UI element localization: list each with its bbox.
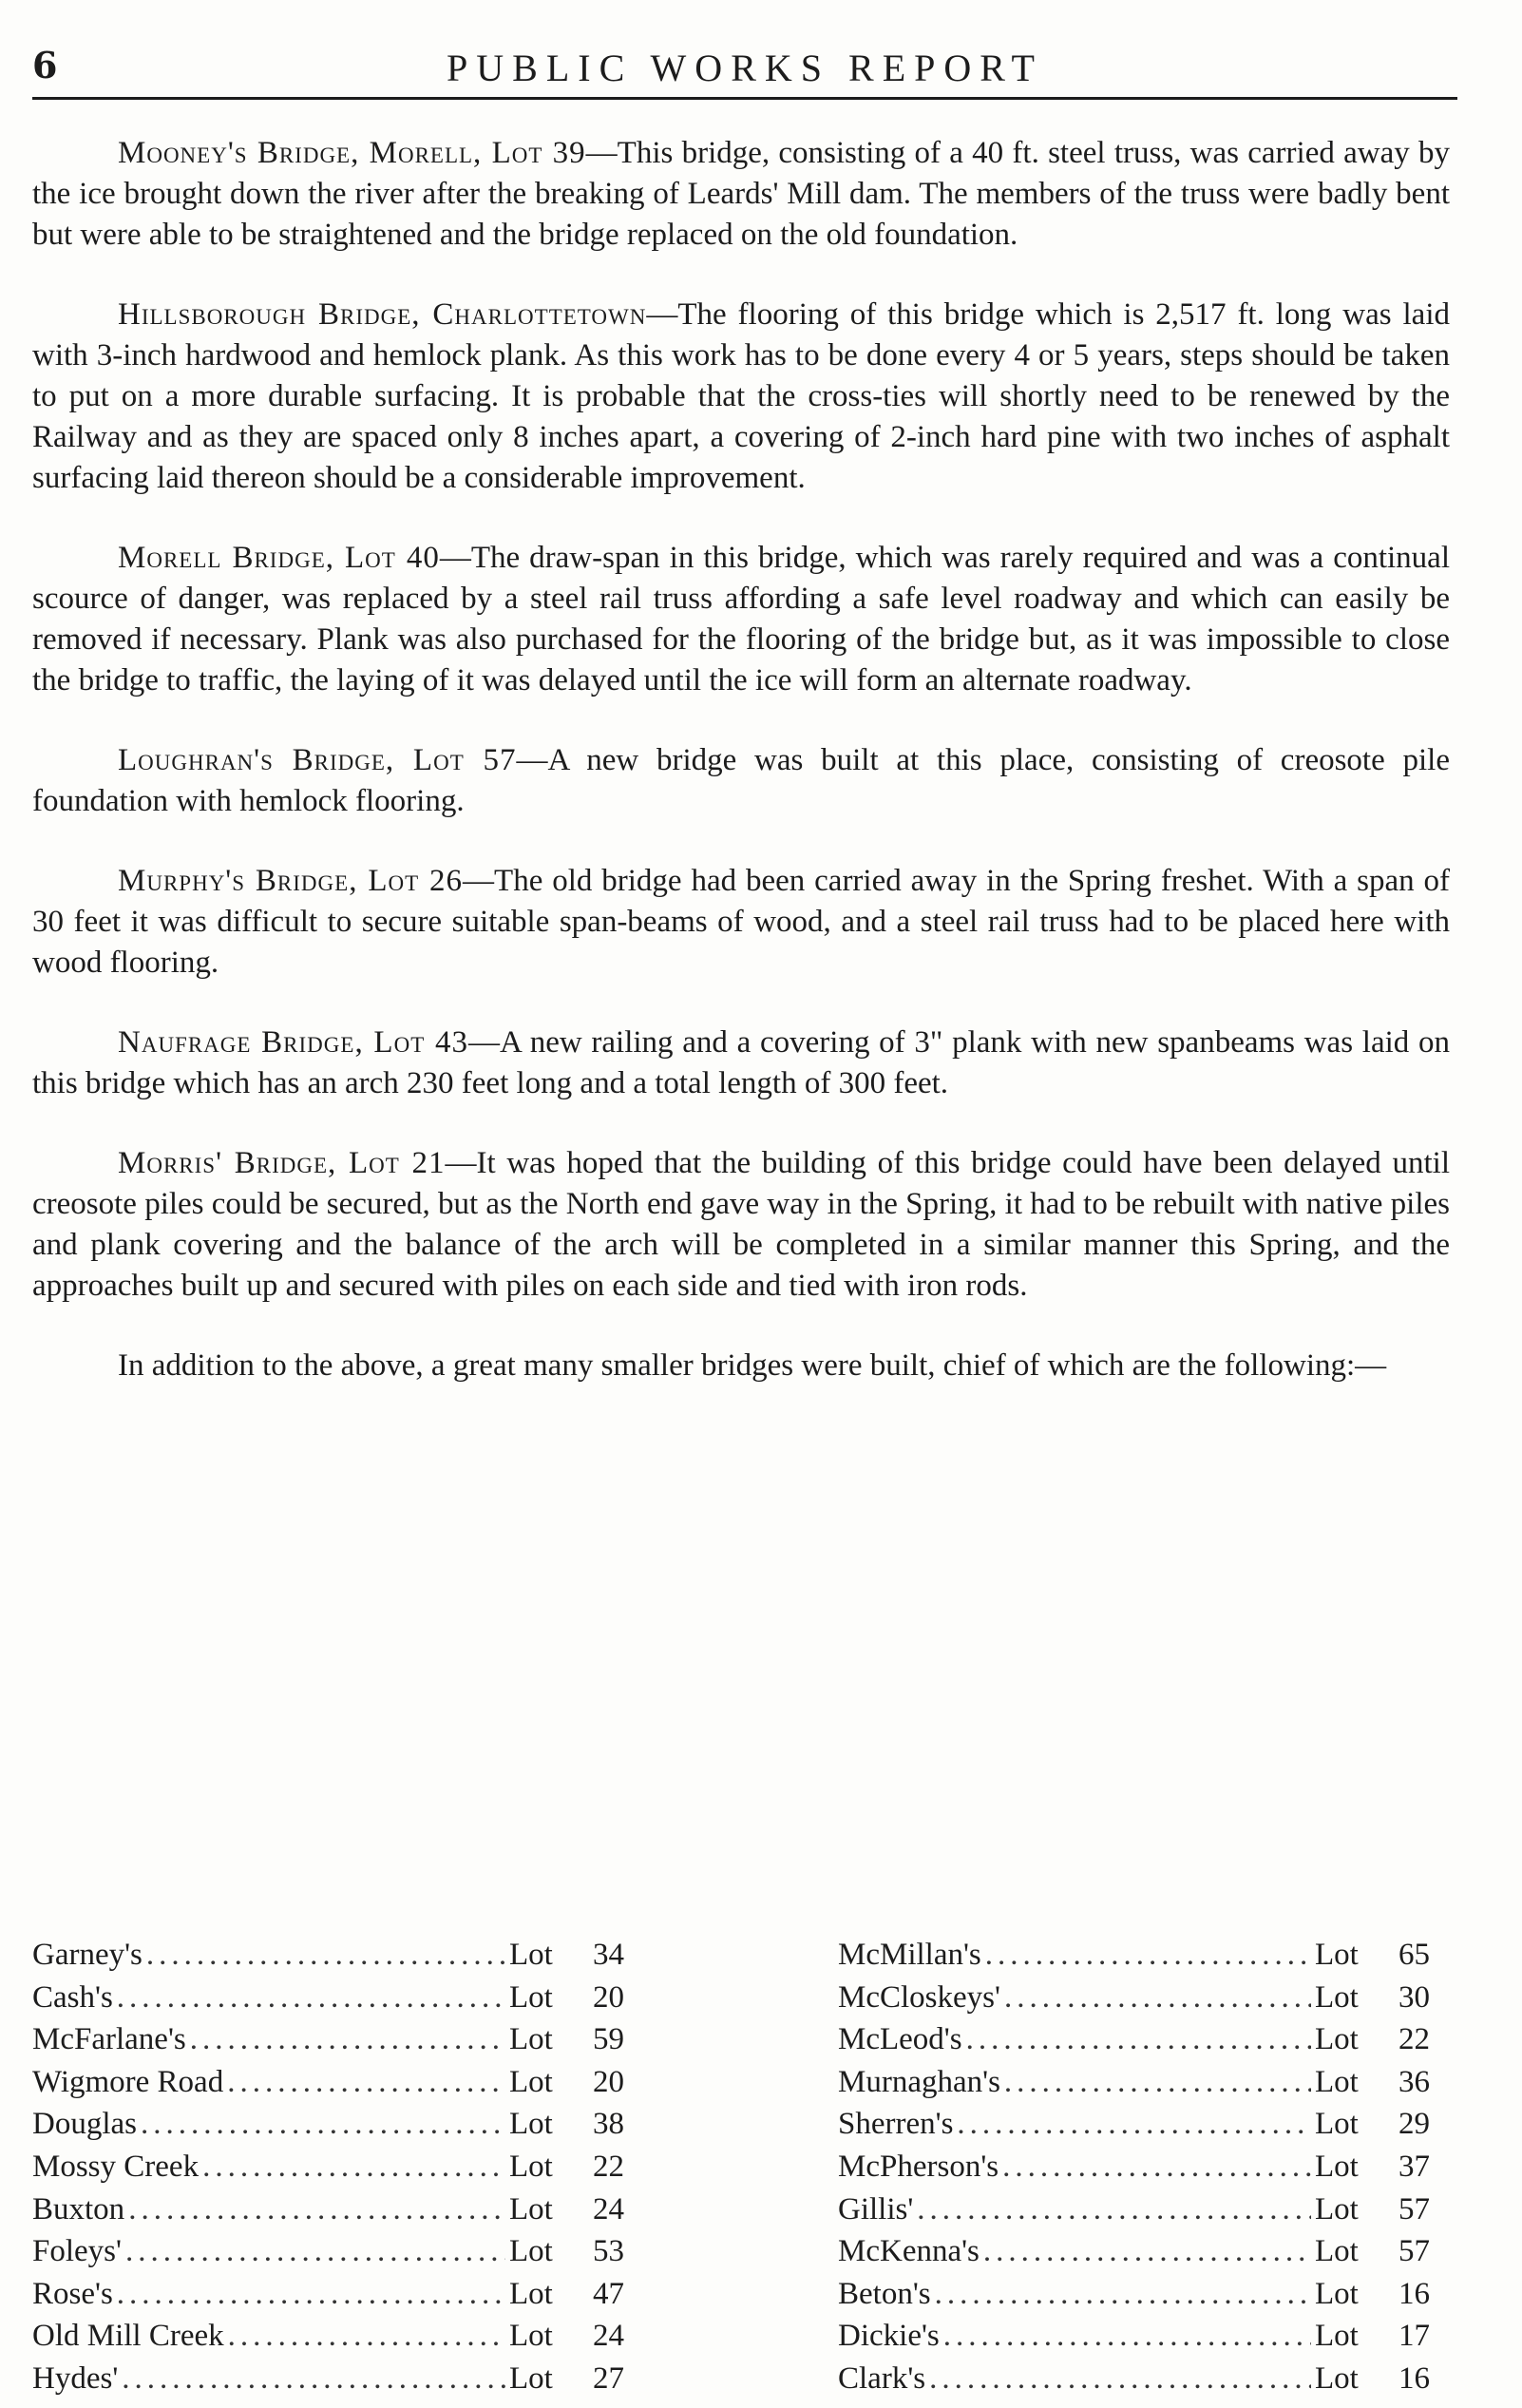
lot-label: Lot bbox=[509, 2064, 553, 2099]
lot-number: 65 bbox=[1398, 1938, 1430, 1972]
lot-label: Lot bbox=[509, 1979, 553, 2015]
paragraph-text: —A new railing and a covering of 3" plank with new spanbeams was laid on this bridge which has an arch 230 feet long and a total length of 300 feet. bbox=[32, 1025, 1450, 1100]
lot-number: 16 bbox=[1398, 2276, 1430, 2311]
paragraph-heading: Murphy's Bridge, Lot 26 bbox=[118, 864, 464, 898]
page-number: 6 bbox=[32, 44, 58, 86]
dot-leader bbox=[117, 2273, 505, 2316]
lot-label: Lot bbox=[509, 2360, 553, 2396]
paragraph-heading: Mooney's Bridge, Morell, Lot 39 bbox=[118, 136, 586, 170]
paragraph-text: —It was hoped that the building of this bridge could have been delayed until creosote piles could be secured, but as the North end gave way in the Spring, it had to be rebuilt with native piles and plank covering and the balance of the arch will be completed in a similar manner this Spring, and the approaches built up and secured with piles on each side and tied with iron rods. bbox=[32, 1146, 1450, 1303]
list-item bbox=[838, 1977, 1446, 2019]
dot-leader bbox=[1004, 2061, 1311, 2104]
bridge-name: McKenna's bbox=[838, 2234, 980, 2269]
list-item bbox=[838, 2358, 1446, 2400]
bridge-name: McFarlane's bbox=[32, 2022, 186, 2057]
page-header bbox=[32, 40, 1457, 100]
dot-leader bbox=[146, 1934, 505, 1977]
paragraph-morell-bridge bbox=[32, 538, 1450, 701]
lot-label: Lot bbox=[1315, 1938, 1359, 1972]
dot-leader bbox=[125, 2230, 505, 2273]
list-item bbox=[32, 1934, 640, 1977]
bridge-name: McLeod's bbox=[838, 2022, 962, 2057]
lot-label: Lot bbox=[1315, 2022, 1359, 2057]
paragraph-heading: Loughran's Bridge, Lot 57 bbox=[118, 743, 517, 777]
lot-number: 57 bbox=[1398, 2234, 1430, 2269]
lot-number: 29 bbox=[1398, 2107, 1430, 2142]
dot-leader bbox=[929, 2358, 1311, 2400]
lot-label: Lot bbox=[1315, 2064, 1359, 2099]
list-item bbox=[838, 2146, 1446, 2188]
list-item bbox=[32, 2103, 640, 2146]
paragraph-mooneys-bridge bbox=[32, 133, 1450, 256]
list-item bbox=[838, 2061, 1446, 2104]
lot-number: 24 bbox=[593, 2319, 624, 2354]
dot-leader bbox=[1004, 1977, 1311, 2019]
list-item bbox=[838, 1934, 1446, 1977]
lot-number: 53 bbox=[593, 2234, 624, 2269]
dot-leader bbox=[202, 2146, 505, 2188]
lot-number: 37 bbox=[1398, 2149, 1430, 2184]
paragraph-naufrage-bridge bbox=[32, 1022, 1450, 1104]
lot-number: 27 bbox=[593, 2360, 624, 2396]
bridge-name: Wigmore Road bbox=[32, 2064, 224, 2099]
lot-label: Lot bbox=[509, 2276, 553, 2311]
bridge-name: McMillan's bbox=[838, 1938, 981, 1972]
lot-label: Lot bbox=[509, 2107, 553, 2142]
list-item bbox=[838, 2188, 1446, 2231]
list-item bbox=[32, 2315, 640, 2358]
lot-number: 16 bbox=[1398, 2360, 1430, 2396]
list-item bbox=[838, 2315, 1446, 2358]
lot-label: Lot bbox=[1315, 2191, 1359, 2226]
dot-leader bbox=[917, 2188, 1311, 2231]
lot-number: 22 bbox=[593, 2149, 624, 2184]
list-item bbox=[32, 2230, 640, 2273]
list-item bbox=[32, 2273, 640, 2316]
lot-label: Lot bbox=[1315, 2276, 1359, 2311]
dot-leader bbox=[141, 2103, 505, 2146]
list-item bbox=[32, 2146, 640, 2188]
list-item bbox=[32, 2358, 640, 2400]
dot-leader bbox=[228, 2315, 505, 2358]
lot-number: 30 bbox=[1398, 1979, 1430, 2015]
list-item bbox=[838, 2273, 1446, 2316]
dot-leader bbox=[943, 2315, 1311, 2358]
bridge-name: Garney's bbox=[32, 1938, 143, 1972]
bridge-name: Foleys' bbox=[32, 2234, 122, 2269]
list-introduction: In addition to the above, a great many smaller bridges were built, chief of which are the following:— bbox=[118, 1348, 1387, 1383]
list-item bbox=[32, 2061, 640, 2104]
paragraph-loughrans-bridge bbox=[32, 740, 1450, 822]
dot-leader bbox=[227, 2061, 505, 2104]
lot-label: Lot bbox=[1315, 2319, 1359, 2354]
paragraph-heading: Naufrage Bridge, Lot 43 bbox=[118, 1025, 468, 1060]
paragraph-text: —A new bridge was built at this place, consisting of creosote pile foundation with hemlock flooring. bbox=[32, 743, 1450, 818]
list-item bbox=[838, 2018, 1446, 2061]
bridge-list-left bbox=[32, 1934, 640, 2400]
lot-number: 24 bbox=[593, 2191, 624, 2226]
paragraph-text: —This bridge, consisting of a 40 ft. steel truss, was carried away by the ice brought down the river after the breaking of Leards' Mill dam. The members of the truss were badly bent but were able to be straightened and the bridge replaced on the old foundation. bbox=[32, 136, 1450, 252]
dot-leader bbox=[128, 2188, 505, 2231]
paragraph-heading: Morris' Bridge, Lot 21 bbox=[118, 1146, 446, 1180]
bridge-name: Clark's bbox=[838, 2360, 926, 2396]
bridge-name: Rose's bbox=[32, 2276, 113, 2311]
list-item bbox=[32, 1977, 640, 2019]
bridge-name: Gillis' bbox=[838, 2191, 914, 2226]
bridge-name: Beton's bbox=[838, 2276, 931, 2311]
lot-number: 22 bbox=[1398, 2022, 1430, 2057]
list-item bbox=[32, 2188, 640, 2231]
lot-number: 47 bbox=[593, 2276, 624, 2311]
running-title: PUBLIC WORKS REPORT bbox=[447, 47, 1043, 89]
lot-number: 38 bbox=[593, 2107, 624, 2142]
bridge-name: Buxton bbox=[32, 2191, 125, 2226]
lot-label: Lot bbox=[1315, 1979, 1359, 2015]
bridge-name: McPherson's bbox=[838, 2149, 999, 2184]
report-body bbox=[32, 133, 1450, 1442]
bridge-lists bbox=[32, 1934, 1457, 2396]
lot-label: Lot bbox=[509, 2022, 553, 2057]
paragraph-heading: Hillsborough Bridge, Charlottetown bbox=[118, 297, 647, 332]
dot-leader bbox=[190, 2018, 505, 2061]
list-item bbox=[32, 2018, 640, 2061]
lot-label: Lot bbox=[509, 2149, 553, 2184]
lot-label: Lot bbox=[1315, 2149, 1359, 2184]
bridge-name: Murnaghan's bbox=[838, 2064, 1000, 2099]
lot-label: Lot bbox=[1315, 2360, 1359, 2396]
bridge-name: Hydes' bbox=[32, 2360, 119, 2396]
bridge-name: McCloskeys' bbox=[838, 1979, 1000, 2015]
paragraph-heading: Morell Bridge, Lot 40 bbox=[118, 541, 440, 575]
paragraph-morris-bridge bbox=[32, 1143, 1450, 1307]
lot-number: 59 bbox=[593, 2022, 624, 2057]
lot-label: Lot bbox=[509, 2234, 553, 2269]
bridge-name: Mossy Creek bbox=[32, 2149, 200, 2184]
lot-label: Lot bbox=[1315, 2107, 1359, 2142]
paragraph-text: —The old bridge had been carried away in the Spring freshet. With a span of 30 feet it was difficult to secure suitable span-beams of wood, and a steel rail truss had to be placed here with wood flooring. bbox=[32, 864, 1450, 980]
lot-label: Lot bbox=[1315, 2234, 1359, 2269]
lot-number: 20 bbox=[593, 1979, 624, 2015]
paragraph-text: —The draw-span in this bridge, which was rarely required and was a continual scource of danger, was replaced by a steel rail truss affording a safe level roadway and which can easily be removed if necessary. Plank was also purchased for the flooring of the bridge but, as it was impossible to close the bridge to traffic, the laying of it was delayed until the ice will form an alternate roadway. bbox=[32, 541, 1451, 698]
lot-number: 34 bbox=[593, 1938, 624, 1972]
lot-label: Lot bbox=[509, 1938, 553, 1972]
dot-leader bbox=[117, 1977, 505, 2019]
paragraph-hillsborough-bridge bbox=[32, 295, 1450, 499]
dot-leader bbox=[983, 2230, 1311, 2273]
paragraph-murphys-bridge bbox=[32, 861, 1450, 984]
lot-number: 20 bbox=[593, 2064, 624, 2099]
lot-number: 17 bbox=[1398, 2319, 1430, 2354]
dot-leader bbox=[966, 2018, 1311, 2061]
bridge-name: Old Mill Creek bbox=[32, 2319, 224, 2354]
bridge-name: Douglas bbox=[32, 2107, 137, 2142]
dot-leader bbox=[935, 2273, 1311, 2316]
lot-number: 36 bbox=[1398, 2064, 1430, 2099]
paragraph-text: —The flooring of this bridge which is 2,517 ft. long was laid with 3-inch hardwood and hemlock plank. As this work has to be done every 4 or 5 years, steps should be taken to put on a more durable surfacing. It is probable that the cross-ties will shortly need to be renewed by the Railway and as they are spaced only 8 inches apart, a covering of 2-inch hard pine with two inches of asphalt surfacing laid thereon should be a considerable improvement. bbox=[32, 297, 1450, 495]
dot-leader bbox=[1002, 2146, 1311, 2188]
dot-leader bbox=[957, 2103, 1311, 2146]
lot-label: Lot bbox=[509, 2319, 553, 2354]
bridge-list-right bbox=[838, 1934, 1446, 2400]
bridge-name: Sherren's bbox=[838, 2107, 954, 2142]
lot-label: Lot bbox=[509, 2191, 553, 2226]
bridge-name: Dickie's bbox=[838, 2319, 940, 2354]
dot-leader bbox=[122, 2358, 505, 2400]
bridge-name: Cash's bbox=[32, 1979, 113, 2015]
lot-number: 57 bbox=[1398, 2191, 1430, 2226]
dot-leader bbox=[985, 1934, 1311, 1977]
list-item bbox=[838, 2230, 1446, 2273]
list-item bbox=[838, 2103, 1446, 2146]
